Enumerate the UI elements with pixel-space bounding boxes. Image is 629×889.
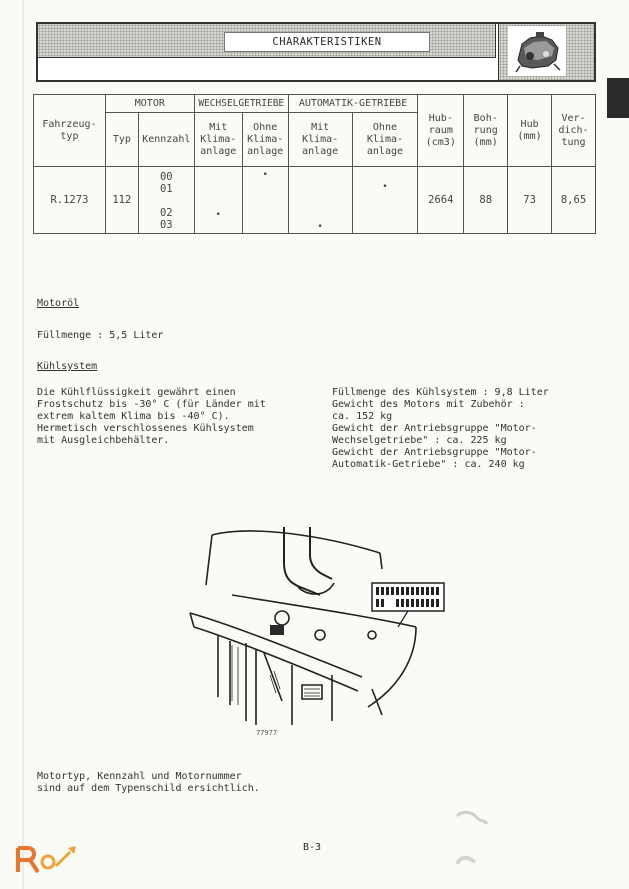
col-ag-ohne-klima: Ohne Klima- anlage — [352, 113, 418, 167]
kennzahl-02: 02 — [159, 207, 173, 219]
mark-wg-ohne: • — [262, 170, 268, 180]
col-motor: MOTOR — [105, 95, 194, 113]
col-ag-mit-klima: Mit Klima- anlage — [288, 113, 352, 167]
page-number: B-3 — [303, 842, 322, 853]
text-line: Frostschutz bis -30° C (für Länder mit — [37, 399, 266, 410]
mark-ag-ohne: • — [382, 182, 388, 192]
cell-hubraum: 2664 — [418, 167, 464, 234]
header-banner — [36, 22, 596, 82]
kennzahl-00: 00 — [159, 171, 173, 183]
cell-hub: 73 — [508, 167, 552, 234]
col-hubraum: Hub- raum (cm3) — [418, 95, 464, 167]
binding-edge — [22, 0, 24, 889]
col-verdichtung: Ver- dich- tung — [552, 95, 596, 167]
kennzahl-01: 01 — [159, 183, 173, 195]
col-wg-ohne-klima: Ohne Klima- anlage — [242, 113, 288, 167]
col-kennzahl: Kennzahl — [138, 113, 194, 167]
text-line: Füllmenge des Kühlsystem : 9,8 Liter — [332, 387, 549, 398]
text-line: Gewicht des Motors mit Zubehör : — [332, 399, 525, 410]
text-line: mit Ausgleichbehälter. — [37, 435, 170, 446]
page-title: CHARAKTERISTIKEN — [224, 32, 430, 52]
table-row — [34, 167, 596, 234]
text-line: Gewicht der Antriebsgruppe "Motor- — [332, 447, 537, 458]
col-fahrzeugtyp: Fahrzeug- typ — [34, 95, 106, 167]
text-line: Hermetisch verschlossenes Kühlsystem — [37, 423, 254, 434]
text-line: Gewicht der Antriebsgruppe "Motor- — [332, 423, 537, 434]
text-line: ca. 152 kg — [332, 411, 393, 422]
col-automatik: AUTOMATIK-GETRIEBE — [288, 95, 418, 113]
kuehlsystem-heading: Kühlsystem — [37, 361, 98, 372]
engine-icon — [508, 26, 566, 76]
engine-plate-illustration — [172, 525, 452, 737]
mark-ag-mit: • — [317, 222, 323, 232]
col-wg-mit-klima: Mit Klima- anlage — [194, 113, 242, 167]
scan-smudge — [455, 852, 477, 866]
col-hub: Hub (mm) — [508, 95, 552, 167]
cell-fahrzeugtyp: R.1273 — [34, 167, 106, 234]
fuellmenge-oel: Füllmenge : 5,5 Liter — [37, 330, 164, 341]
cell-verdichtung: 8,65 — [552, 167, 596, 234]
scan-smudge — [455, 806, 489, 830]
cell-bohrung: 88 — [464, 167, 508, 234]
figure-number: 77977 — [256, 729, 278, 737]
text-line: Die Kühlflüssigkeit gewährt einen — [37, 387, 236, 398]
text-line: extrem kaltem Klima bis -40° C). — [37, 411, 230, 422]
col-typ: Typ — [105, 113, 138, 167]
caption-line: sind auf dem Typenschild ersichtlich. — [37, 783, 260, 794]
section-tab — [607, 78, 629, 118]
col-bohrung: Boh- rung (mm) — [464, 95, 508, 167]
text-line: Automatik-Getriebe" : ca. 240 kg — [332, 459, 525, 470]
motoroel-heading: Motoröl — [37, 298, 80, 309]
col-wechselgetriebe: WECHSELGETRIEBE — [194, 95, 288, 113]
cell-typ: 112 — [105, 167, 138, 234]
text-line: Wechselgetriebe" : ca. 225 kg — [332, 435, 507, 446]
kennzahl-03: 03 — [159, 219, 173, 231]
watermark-logo — [12, 838, 84, 880]
caption-line: Motortyp, Kennzahl und Motornummer — [37, 771, 242, 782]
mark-wg-mit: • — [215, 210, 221, 220]
engine-spec-table — [33, 94, 596, 234]
